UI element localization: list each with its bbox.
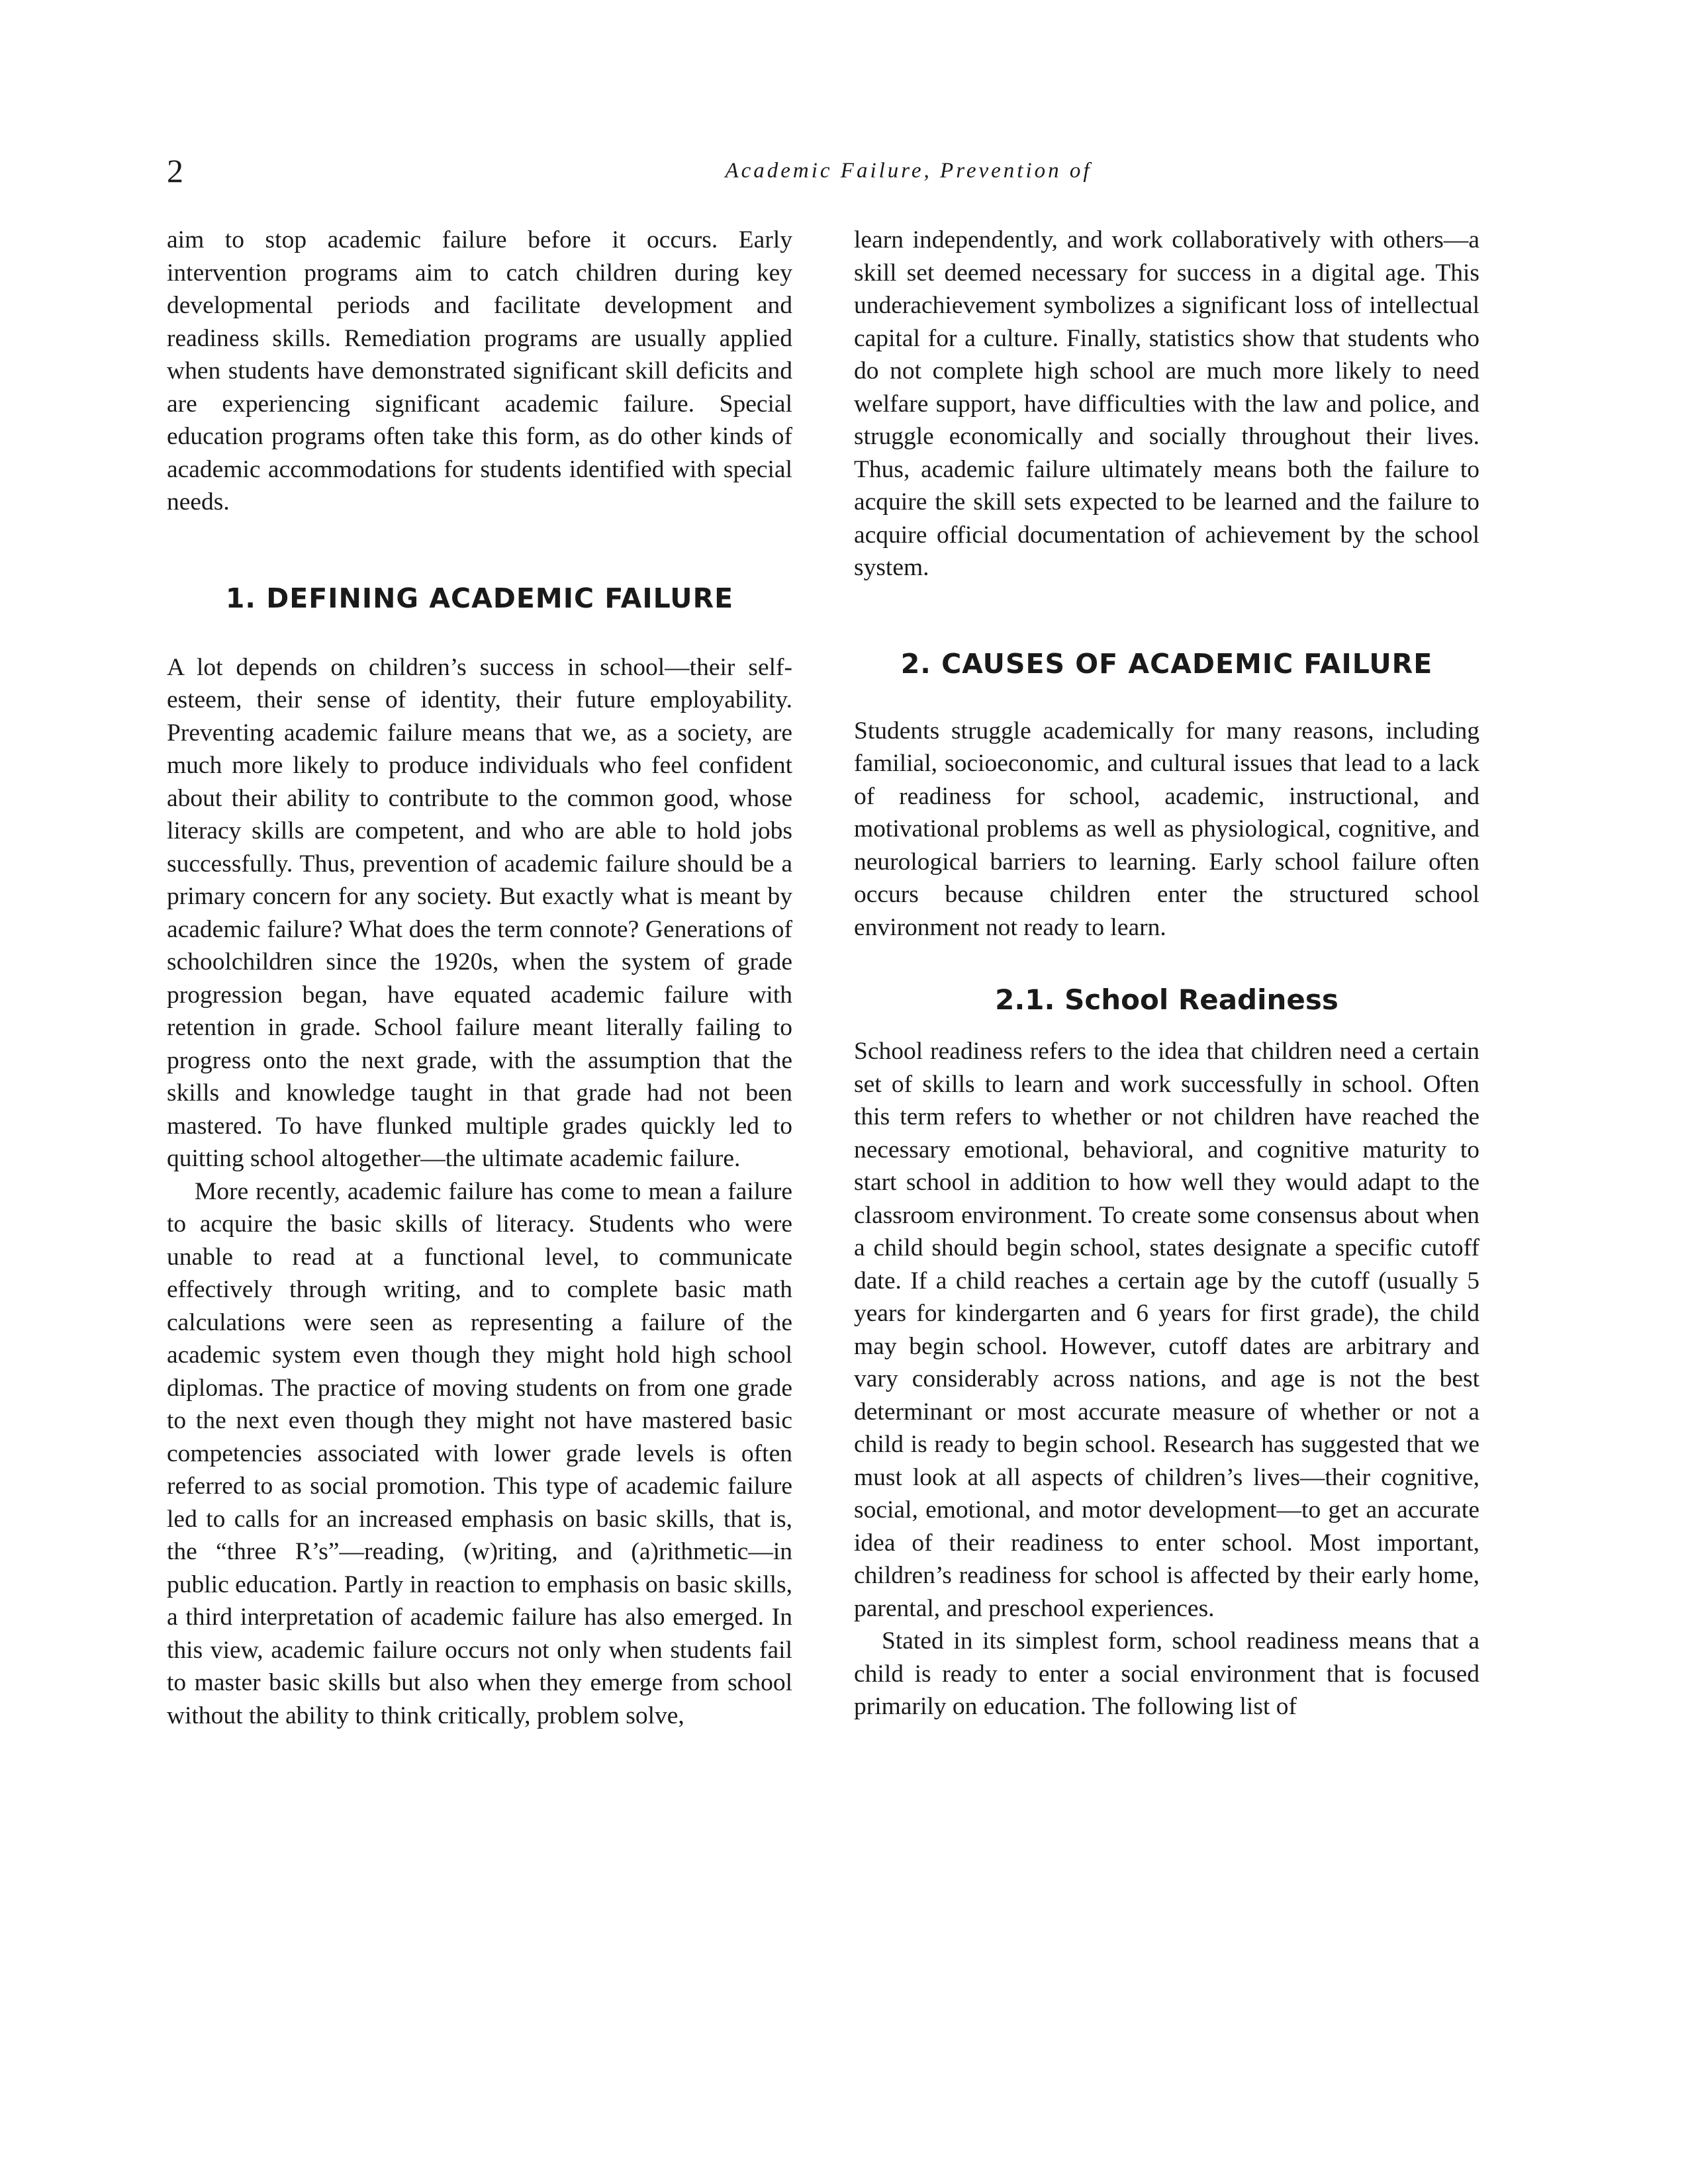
left-column xyxy=(167,224,792,1732)
intro-paragraph: aim to stop academic failure before it occurs. Early intervention programs aim to catch children during key developmental periods and facilitate development and readiness skills. Remediation programs are usually applied when students have demonstrated significant skill deficits and are experiencing significant academic failure. Special education programs often take this form, as do other kinds of academic accommodations for students identified with special needs. xyxy=(167,226,792,516)
continued-paragraph: learn independently, and work collaboratively with others—a skill set deemed necessary for success in a digital age. This underachievement symbolizes a significant loss of intellectual capital for a culture. Finally, statistics show that students who do not complete high school are much more likely to need welfare support, have difficulties with the law and police, and struggle economically and socially throughout their lives. Thus, academic failure ultimately means both the failure to acquire the skill sets expected to be learned and the failure to acquire official documentation of achievement by the school system. xyxy=(854,226,1479,581)
running-title: Academic Failure, Prevention of xyxy=(725,159,1092,183)
section-1-paragraph-2: More recently, academic failure has come to mean a failure to acquire the basic skills of literacy. Students who were unable to read at a functional level, to communicate effectively through writing, and to complete basic math calculations were seen as representing a failure of the academic system even though they might hold high school diplomas. The practice of moving students on from one grade to the next even though they might not have mastered basic competencies associated with lower grade levels is often referred to as social promotion. This type of academic failure led to calls for an increased emphasis on basic skills, that is, the “three R’s”—reading, (w)riting, and (a)rithmetic—in public education. Partly in reaction to emphasis on basic skills, a third interpretation of academic failure has also emerged. In this view, academic failure occurs not only when students fail to master basic skills but also when they emerge from school without the ability to think critically, problem solve, xyxy=(167,1177,792,1729)
subsection-2-1-paragraph-1: School readiness refers to the idea that children need a certain set of skills to learn and work successfully in school. Often this term refers to whether or not children have reached the necessary emotional, behavioral, and cognitive maturity to start school in addition to how well they would adapt to the classroom environment. To create some consensus about when a child should begin school, states designate a specific cutoff date. If a child reaches a certain age by the cutoff (usually 5 years for kindergarten and 6 years for first grade), the child may begin school. However, cutoff dates are arbitrary and vary considerably across nations, and age is not the best determinant or most accurate measure of whether or not a child is ready to begin school. Research has suggested that we must look at all aspects of children’s lives—their cognitive, social, emotional, and motor development—to get an accurate idea of their readiness to enter school. Most important, children’s readiness for school is affected by their early home, parental, and preschool experiences. xyxy=(854,1038,1479,1622)
subsection-2-1-paragraph-2: Stated in its simplest form, school readiness means that a child is ready to enter a social environment that is focused primarily on education. The following list of xyxy=(854,1627,1479,1720)
section-1-heading: 1. DEFINING ACADEMIC FAILURE xyxy=(225,582,734,614)
section-2-heading: 2. CAUSES OF ACADEMIC FAILURE xyxy=(900,647,1433,680)
section-2-paragraph: Students struggle academically for many reasons, including familial, socioeconomic, and cultural issues that lead to a lack of readiness for school, academic, instructional, and motivational problems as well as physiological, cognitive, and neurological barriers to learning. Early school failure often occurs because children enter the structured school environment not ready to learn. xyxy=(854,717,1479,941)
subsection-2-1-heading: 2.1. School Readiness xyxy=(995,983,1338,1016)
section-1-paragraph-1: A lot depends on children’s success in school—their self-esteem, their sense of identity, their future employability. Preventing academic failure means that we, as a society, are much more likely to produce individuals who feel confident about their ability to contribute to the common good, whose literacy skills are competent, and who are able to hold jobs successfully. Thus, prevention of academic failure should be a primary concern for any society. But exactly what is meant by academic failure? What does the term connote? Generations of schoolchildren since the 1920s, when the system of grade progression began, have equated academic failure with retention in grade. School failure meant literally failing to progress onto the next grade, with the assumption that the skills and knowledge taught in that grade had not been mastered. To have flunked multiple grades quickly led to quitting school altogether—the ultimate academic failure. xyxy=(167,653,792,1172)
right-column xyxy=(854,224,1479,1723)
page-number: 2 xyxy=(167,152,183,189)
